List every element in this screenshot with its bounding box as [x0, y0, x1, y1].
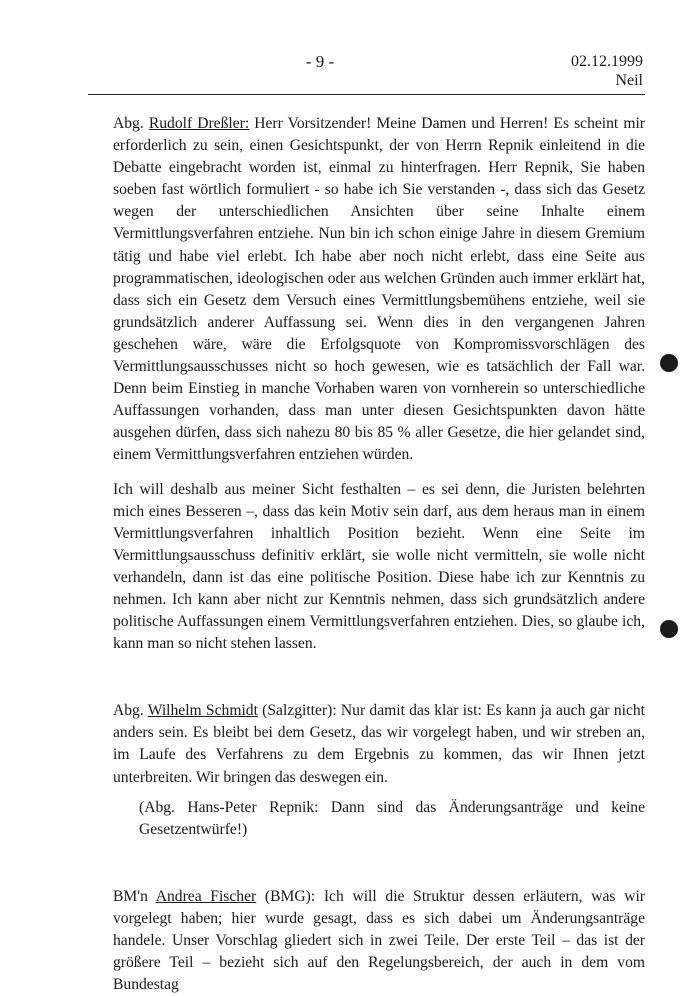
speaker-name: Wilhelm Schmidt	[147, 702, 258, 720]
speaker-prefix: Abg.	[113, 115, 149, 132]
margin-dot-2	[660, 620, 678, 638]
page-number: - 9 -	[305, 52, 335, 71]
header-author: Neil	[615, 72, 643, 89]
paragraph-dressler-2	[113, 479, 645, 656]
margin-dot-1	[660, 354, 678, 372]
paragraph-schmidt	[113, 700, 645, 788]
header-rule	[88, 94, 645, 95]
speaker-prefix: Abg.	[113, 702, 148, 720]
speaker-name: Andrea Fischer	[155, 887, 257, 905]
paragraph-dressler	[113, 113, 645, 467]
paragraph-text: (BMG): Ich will die Struktur dessen erläutern, was wir vorgelegt haben; hier wurde gesagt, dass es sich dabei um Änderungsanträge handele. Unser Vorschlag gliedert sich in zwei Teile. Der erste Teil – das ist der größere Teil – bezieht sich auf den Regelungsbereich, der auch in dem vom Bundestag	[113, 887, 645, 994]
interjection: (Abg. Hans-Peter Repnik: Dann sind das Änderungsanträge und keine Gesetzentwürfe!)	[139, 798, 645, 838]
speaker-name: Rudolf Dreßler:	[148, 115, 250, 132]
paragraph-fischer	[113, 886, 645, 996]
speaker-prefix: BM'n	[113, 887, 156, 905]
paragraph-text: Ich will deshalb aus meiner Sicht festhalten – es sei denn, die Juristen belehrten mich eines Besseren –, dass das kein Motiv sein darf, aus dem heraus man in einem Vermittlungsverfahren inhaltlich Position bezieht. Wenn eine Seite im Vermittlungsausschuss definitiv erklärt, sie wolle nicht vermitteln, sie wolle nicht verhandeln, dann ist das eine politische Position. Diese habe ich zur Kenntnis zu nehmen. Ich kann aber nicht zur Kenntnis nehmen, dass sich grundsätzlich andere politische Auffassungen einem Vermittlungsverfahren entziehen. Dies, so glaube ich, kann man so nicht stehen lassen.	[113, 480, 645, 653]
paragraph-text: (Salzgitter): Nur damit das klar ist: Es kann ja auch gar nicht anders sein. Es bleibt bei dem Gesetz, das wir vorgelegt haben, und wir streben an, im Laufe des Verfahrens zu dem Ergebnis zu kommen, das wir Ihnen jetzt unterbreiten. Wir bringen das deswegen ein.	[113, 702, 645, 786]
paragraph-text: Herr Vorsitzender! Meine Damen und Herren! Es scheint mir erforderlich zu sein, einen Gesichtspunkt, der von Herrn Repnik einleitend in die Debatte eingebracht worden ist, einmal zu hinterfragen. Herr Repnik, Sie haben soeben fast wörtlich formuliert - so habe ich Sie verstanden -, dass sich das Gesetz wegen der unterschiedlichen Ansichten über seine Inhalte einem Vermittlungsverfahren entziehe. Nun bin ich schon einige Jahre in diesem Gremium tätig und habe viel erlebt. Ich habe aber noch nicht erlebt, dass eine Seite aus programmatischen, ideologischen oder aus welchen Gründen auch immer erklärt hat, dass sich ein Gesetz dem Versuch eines Vermittlungsbemühens entziehe, weil sie grundsätzlich anderer Auffassung sei. Wenn dies in den vergangenen Jahren geschehen wäre, wäre die Erfolgsquote von Kompromissvorschlägen des Vermittlungsausschusses nicht so hoch gewesen, wie es tatsächlich der Fall war. Denn beim Einstieg in manche Vorhaben waren von vornherein so unterschiedliche Auffassungen vorhanden, dass man unter diesen Gesichtspunkten davon hätte ausgehen dürfen, dass sich nahezu 80 bis 85 % aller Gesetze, die hier gelandet sind, einem Vermittlungsverfahren entziehen würden.	[113, 115, 645, 464]
header-meta	[571, 52, 643, 90]
header-date: 02.12.1999	[571, 53, 643, 70]
document-body	[113, 113, 645, 996]
